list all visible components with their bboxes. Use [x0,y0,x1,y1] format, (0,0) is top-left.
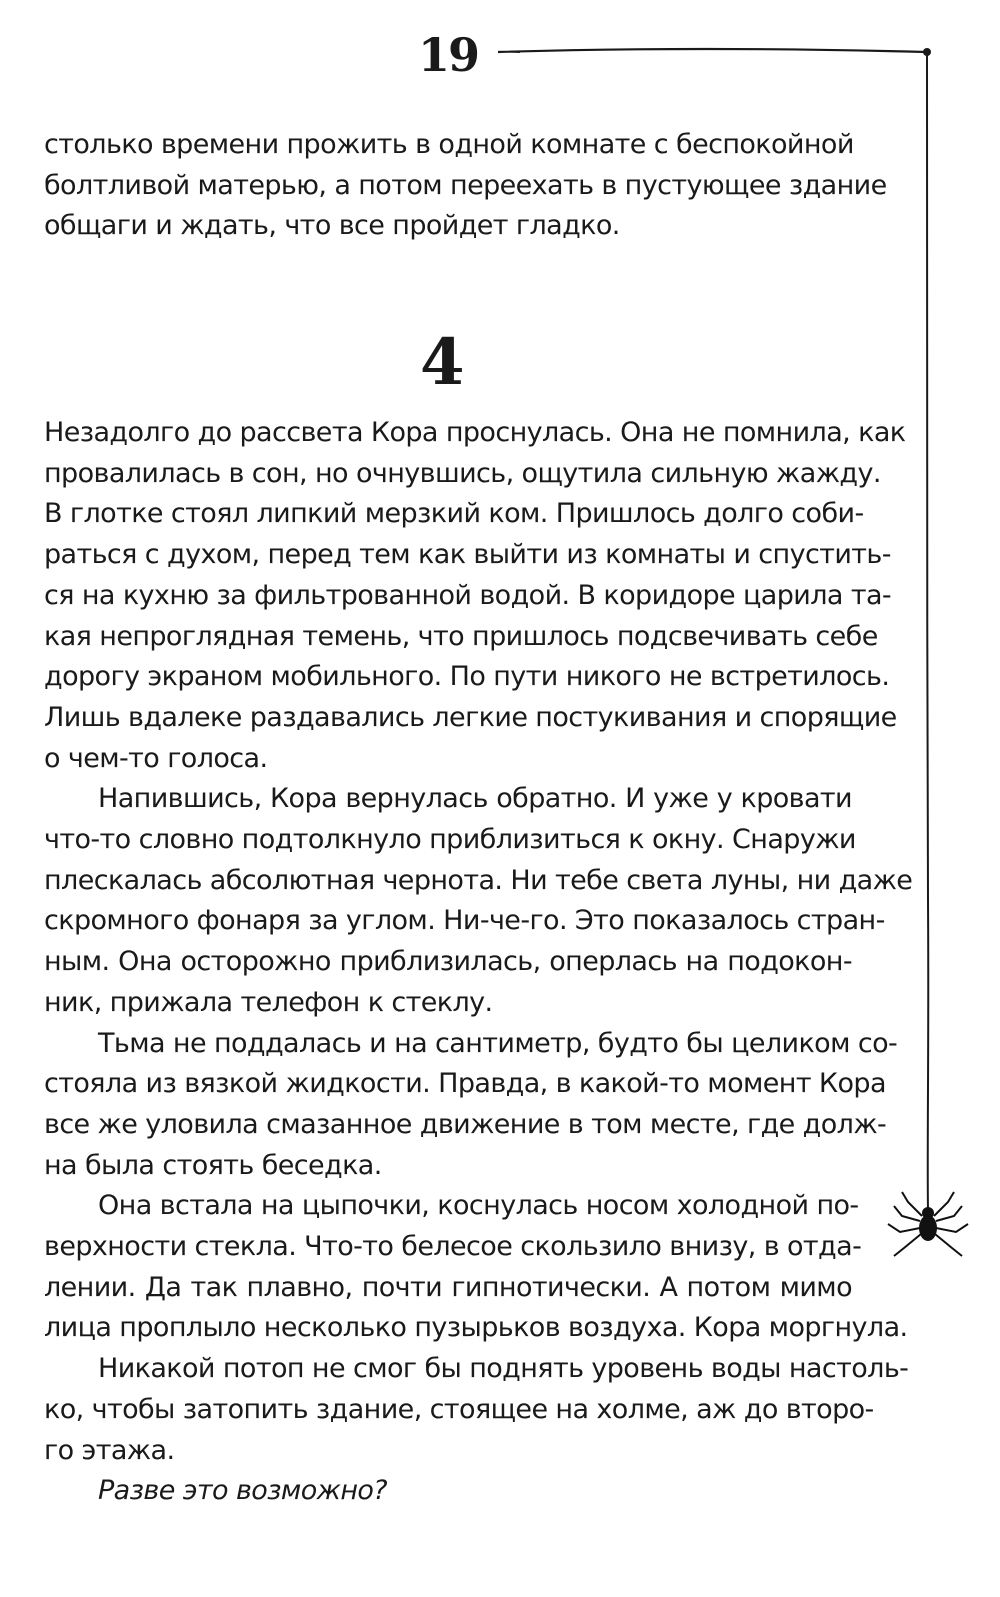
text-line: Тьма не поддалась и на сантиметр, будто бы целиком со- [98,1027,898,1059]
text-line: ся на кухню за фильтрованной водой. В коридоре царила та- [44,579,892,611]
paragraph [44,1024,898,1187]
text-line: кая непроглядная темень, что пришлось подсвечивать себе [44,620,878,652]
page-number: 19 [418,28,479,82]
spider-icon [888,1192,968,1256]
text-line: скромного фонаря за углом. Ни-че-го. Это показалось стран- [44,905,885,937]
text-line: В глотке стоял липкий мерзкий ком. Пришлось долго соби- [44,498,864,530]
text-line: ник, прижала телефон к стеклу. [44,986,493,1018]
text-line: верхности стекла. Что-то белесое скользило внизу, в отда- [44,1231,862,1263]
text-line: на была стоять беседка. [44,1149,382,1181]
text-line: Незадолго до рассвета Кора проснулась. Она не помнила, как [44,417,906,448]
text-line: Лишь вдалеке раздавались легкие постукивания и спорящие [44,701,897,733]
intro-paragraph [44,125,887,247]
final-italic-line: Разве это возможно? [98,1475,388,1507]
text-line: все же уловила смазанное движение в том месте, где долж- [44,1108,887,1140]
text-line: Никакой потоп не смог бы поднять уровень воды настоль- [98,1353,909,1385]
text-line: дорогу экраном мобильного. По пути никого не встретилось. [44,661,890,693]
text-line: раться с духом, перед тем как выйти из комнаты и спустить- [44,539,891,571]
text-line: Она встала на цыпочки, коснулась носом холодной по- [98,1190,859,1222]
text-line: плескалась абсолютная чернота. Ни тебе света луны, ни даже [44,864,913,896]
text-line: лении. Да так плавно, почти гипнотически. А потом мимо [44,1271,852,1303]
text-line: о чем-то голоса. [44,742,268,774]
page-header [0,0,1000,100]
paragraph [44,779,913,1023]
text-line: ко, чтобы затопить здание, стоящее на холме, аж до второ- [44,1393,874,1425]
text-line: ным. Она осторожно приблизилась, оперлась на подокон- [44,946,852,978]
text-line: болтливой матерью, а потом переехать в пустующее здание [44,169,887,201]
paragraph [44,413,906,779]
text-line: Напившись, Кора вернулась обратно. И уже у кровати [98,783,852,815]
text-line: общаги и ждать, что все пройдет гладко. [44,210,620,242]
text-line: что-то словно подтолкнуло приблизиться к окну. Снаружи [44,824,856,856]
text-line: провалилась в сон, но очнувшись, ощутила сильную жажду. [44,457,881,489]
paragraph [44,1471,852,1512]
paragraph [44,1186,908,1349]
chapter-body [44,413,913,1512]
text-line: стояла из вязкой жидкости. Правда, в какой-то момент Кора [44,1068,886,1100]
text-line: столько времени прожить в одной комнате с беспокойной [44,129,854,160]
text-line: лица проплыло несколько пузырьков воздуха. Кора моргнула. [44,1312,908,1344]
text-line: го этажа. [44,1434,175,1466]
paragraph [44,1349,909,1471]
chapter-number: 4 [420,325,465,400]
